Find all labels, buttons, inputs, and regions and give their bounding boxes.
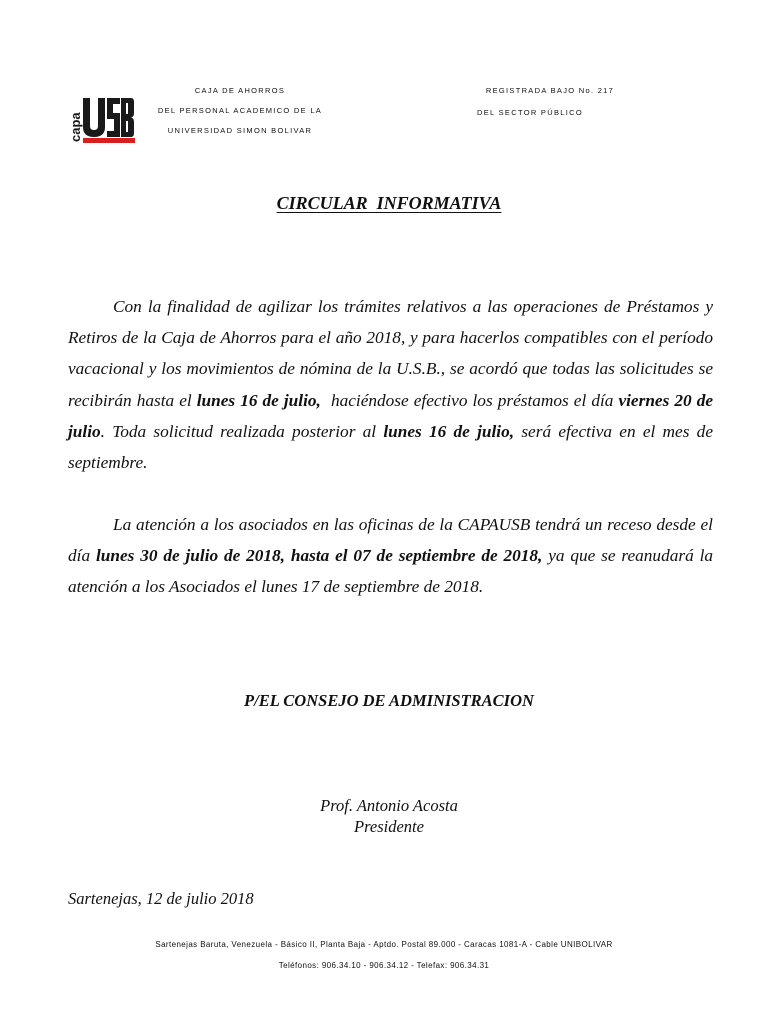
header-line-1: CAJA DE AHORROS bbox=[194, 86, 286, 95]
footer-phones: Teléfonos: 906.34.10 - 906.34.12 - Telefax: 906.34.31 bbox=[278, 961, 490, 970]
paragraph-text: La atención a los asociados en las oficinas de la CAPAUSB tendrá un receso desde el día bbox=[68, 515, 713, 566]
svg-text:capa: capa bbox=[68, 112, 83, 142]
document-title: CIRCULAR INFORMATIVA bbox=[276, 193, 502, 213]
bold-date: lunes 16 de julio, bbox=[196, 390, 321, 410]
bold-date: lunes 16 de julio, bbox=[383, 421, 515, 441]
paragraph-text: Con la finalidad de agilizar los trámites relativos a las operaciones de Préstamos y Retiros de la Caja de Ahorros para el año 2018, y para hacerlos compatibles con el período vacacional y los movimientos de nómina de la U.S.B., se acordó que todas las solicitudes se recibirán hasta el bbox=[68, 297, 713, 410]
bold-date-range: lunes 30 de julio de 2018, hasta el 07 de septiembre de 2018, bbox=[95, 546, 543, 566]
council-heading: P/EL CONSEJO DE ADMINISTRACION bbox=[244, 691, 534, 710]
header-line-3: UNIVERSIDAD SIMON BOLIVAR bbox=[167, 126, 313, 135]
signer-name: Prof. Antonio Acosta bbox=[320, 796, 458, 815]
paragraph-loans bbox=[68, 291, 713, 478]
paragraph-text: ya que se reanudará la atención a los Asociados el lunes 17 de septiembre de 2018. bbox=[68, 546, 714, 597]
footer-address: Sartenejas Baruta, Venezuela - Básico II, Planta Baja - Aptdo. Postal 89.000 - Caracas 1081-A - Cable UNIBOLIVAR bbox=[155, 940, 613, 949]
paragraph-recess bbox=[68, 509, 713, 603]
signer-role: Presidente bbox=[354, 817, 424, 836]
registration-line: REGISTRADA BAJO No. 217 bbox=[485, 86, 615, 95]
sector-line: DEL SECTOR PÚBLICO bbox=[477, 108, 583, 117]
capausb-logo bbox=[68, 96, 138, 144]
paragraph-text: haciéndose efectivo los préstamos el día bbox=[320, 390, 619, 410]
paragraph-text: será efectiva en el mes de septiembre. bbox=[68, 421, 713, 473]
capausb-logo-graphic bbox=[68, 96, 138, 144]
paragraph-text: . Toda solicitud realizada posterior al bbox=[100, 421, 384, 441]
bold-date: viernes 20 de julio bbox=[68, 390, 714, 441]
header-line-2: DEL PERSONAL ACADEMICO DE LA bbox=[157, 106, 323, 115]
place-date: Sartenejas, 12 de julio 2018 bbox=[68, 889, 254, 908]
